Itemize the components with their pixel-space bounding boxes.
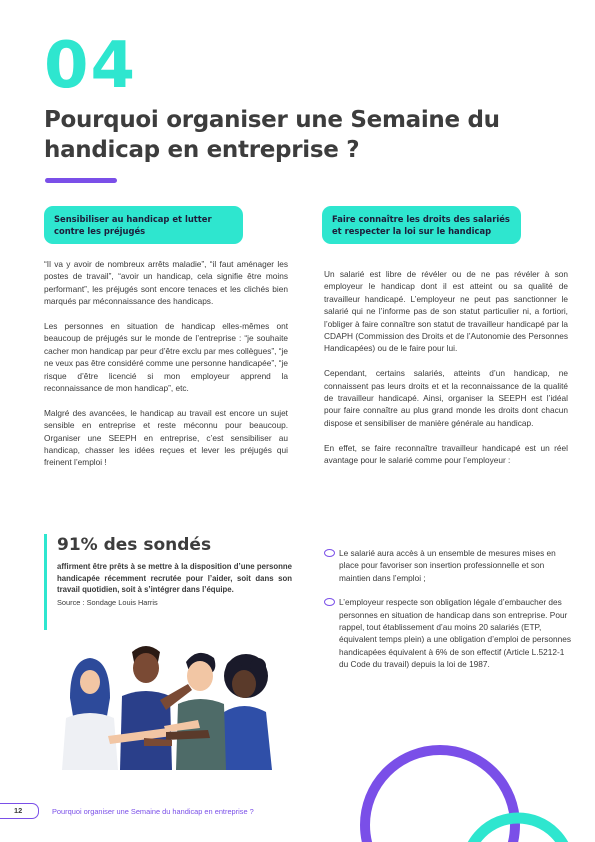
right-column	[324, 268, 568, 479]
list-item	[324, 596, 574, 670]
list-item	[324, 547, 574, 584]
team-hands-illustration	[48, 640, 278, 770]
right-paragraph-2: Cependant, certains salariés, atteints d’un handicap, ne connaissent pas leurs droits et et la reconnaissance de la qualité de travailleur handicapé. Ainsi, organiser la SEEPH est l’idéal pour faire connaître au plus grand monde les droits dont chacun dispose et sensibiliser de manière générale au handicap.	[324, 368, 568, 428]
left-column	[44, 258, 288, 481]
person-woman-curly	[220, 654, 272, 770]
list-item-text: L’employeur respecte son obligation légale d’embaucher des personnes en situation de handicap dans son entreprise. Pour rappel, tout établissement d’au moins 20 salariés (ETP, équivalent temps plein) a une obligation d’emploi de personnes handicapées équivalent à 6% de son effectif (Article L.5212-1 du Code du travail) depuis la loi de 1987.	[339, 597, 572, 670]
right-paragraph-3: En effet, se faire reconnaître travailleur handicapé est un réel avantage pour le salarié comme pour l’employeur :	[324, 442, 568, 466]
right-section-heading: Faire connaître les droits des salariés et respecter la loi sur le handicap	[322, 206, 521, 244]
left-section-heading: Sensibiliser au handicap et lutter contre les préjugés	[44, 206, 243, 244]
section-number: 04	[44, 29, 138, 103]
decorative-rings	[300, 700, 595, 842]
title-underline	[45, 178, 117, 183]
bullet-ring-icon	[324, 598, 335, 606]
stat-callout	[44, 534, 292, 630]
benefits-list	[324, 547, 574, 683]
page-number: 12	[14, 806, 23, 815]
right-paragraph-1: Un salarié est libre de révéler ou de ne pas révéler à son employeur le handicap dont il est atteint ou sa qualité de travailleur handicapé. L’employeur ne peut pas sanctionner le salarié qui ne l’informe pas de son statut particulier ni, a fortiori, l’obliger à faire connaître son statut de travailleur handicapé par la CDAPH (Commission des Droits et de l’Autonomie des Personnes Handicapées) ou de le faire pour lui.	[324, 269, 568, 354]
stat-headline: 91% des sondés	[57, 535, 212, 555]
left-paragraph-2: Les personnes en situation de handicap elles-mêmes ont beaucoup de préjugés sur le monde de l’entreprise : “je souhaite cacher mon handicap par peur d’être exclu par mes collègues”, “je ne veux pas être considéré comme une personne handicapée”, “je risque d’être licencié si mon employeur apprend la reconnaissance de mon handicap”, etc.	[44, 321, 288, 394]
footer-title: Pourquoi organiser une Semaine du handicap en entreprise ?	[52, 807, 254, 816]
person-man-green	[176, 653, 226, 770]
person-woman-hijab	[62, 658, 118, 770]
page-title: Pourquoi organiser une Semaine du handicap en entreprise ?	[44, 107, 500, 163]
stat-source: Source : Sondage Louis Harris	[57, 597, 158, 607]
stat-text: affirment être prêts à se mettre à la disposition d’une personne handicapée récemment recrutée pour l’aider, soit dans son travail quotidien, soit à s’intégrer dans l’équipe.	[57, 562, 292, 595]
list-item-text: Le salarié aura accès à un ensemble de mesures mises en place pour favoriser son insertion professionnelle et son maintien dans l’emploi ;	[339, 548, 556, 583]
left-paragraph-1: “Il va y avoir de nombreux arrêts maladie”, “il faut aménager les postes de travail”, “avoir un handicap, cela signifie être moins performant”, les préjugés sont encore tenaces et les clichés bien marqués par méconnaissance des handicaps.	[44, 259, 288, 307]
bullet-ring-icon	[324, 549, 335, 557]
left-paragraph-3: Malgré des avancées, le handicap au travail est encore un sujet sensible en entreprise et reste méconnu pour beaucoup. Organiser une SEEPH en entreprise, c’est sensibiliser au handicap, chasser les idées reçues et lever les préjugés qui freinent l’emploi !	[44, 407, 288, 468]
